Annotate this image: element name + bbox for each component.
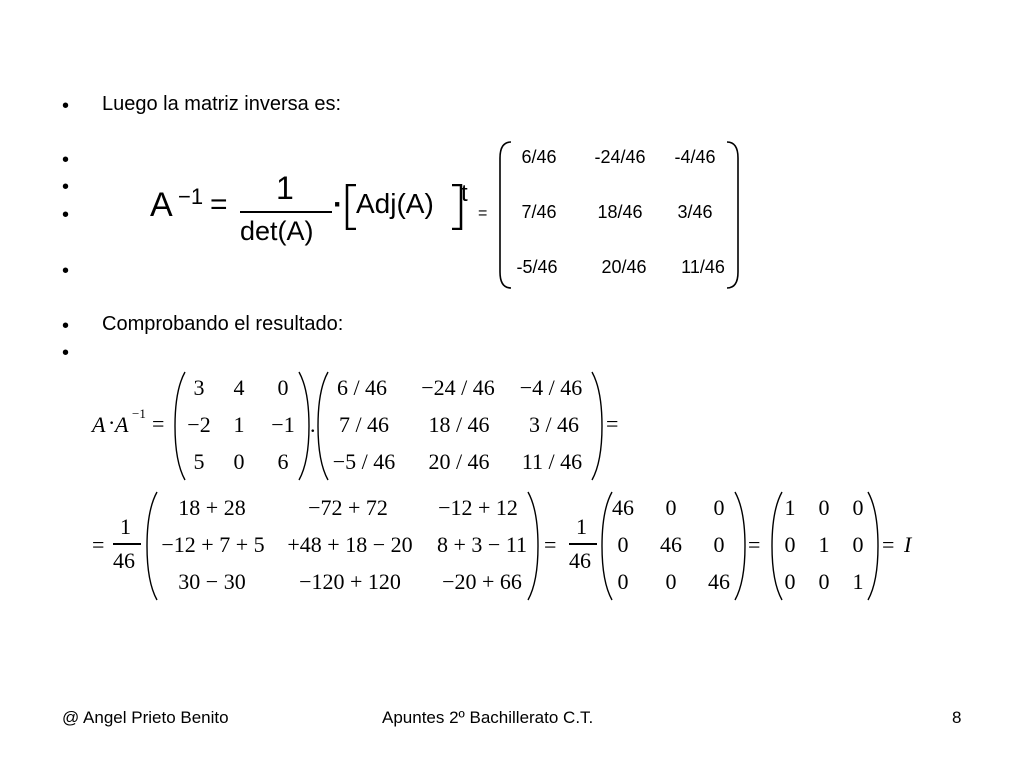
matrix-cell: 0 xyxy=(617,532,629,557)
formula-numerator: 1 xyxy=(276,170,294,206)
bullet: • xyxy=(62,204,70,226)
intro-text: Luego la matriz inversa es: xyxy=(102,93,342,115)
matrix-cell: 18 / 46 xyxy=(428,412,490,437)
matrix-cell: 0 xyxy=(784,569,796,594)
equals-sign: = xyxy=(882,532,895,557)
matrix-cell: 0 xyxy=(713,532,725,557)
matrix-cell: 7 / 46 xyxy=(338,412,390,437)
matrix-cell: −12 + 7 + 5 xyxy=(161,532,265,557)
matrix-cell: 1 xyxy=(233,412,245,437)
product-dot: . xyxy=(310,412,316,437)
fraction-bar xyxy=(113,543,141,545)
fraction-numerator: 1 xyxy=(576,514,587,539)
matrix-cell: 18/46 xyxy=(597,202,643,222)
matrix-cell: 4 xyxy=(233,375,245,400)
matrix-cell: 0 xyxy=(233,449,245,474)
matrix-cell: −5 / 46 xyxy=(332,449,396,474)
formula-exponent: −1 xyxy=(178,184,204,209)
bullet: • xyxy=(62,149,70,171)
matrix-cell: 46 xyxy=(612,495,634,520)
matrix-cell: 3 / 46 xyxy=(528,412,580,437)
formula-equals-2: = xyxy=(478,205,488,222)
matrix-cell: 11 / 46 xyxy=(521,449,583,474)
footer-course: Apuntes 2º Bachillerato C.T. xyxy=(382,708,594,727)
matrix-cell: 6/46 xyxy=(521,147,557,167)
matrix-cell: 6 / 46 xyxy=(336,375,388,400)
matrix-cell: 0 xyxy=(665,495,677,520)
matrix-cell: 46 xyxy=(660,532,682,557)
matrix-cell: 20/46 xyxy=(601,257,647,277)
bullet: • xyxy=(62,342,70,364)
matrix-cell: −72 + 72 xyxy=(308,495,388,520)
matrix-cell: 11/46 xyxy=(681,257,725,277)
bullet: • xyxy=(62,315,70,337)
bullet: • xyxy=(62,95,70,117)
footer-page-number: 8 xyxy=(952,708,962,727)
equals-sign: = xyxy=(544,532,557,557)
matrix-cell: 0 xyxy=(818,495,830,520)
matrix-cell: −1 xyxy=(271,412,295,437)
formula-lhs: A xyxy=(150,186,173,224)
matrix-cell: 0 xyxy=(784,532,796,557)
fraction-denominator: 46 xyxy=(113,548,135,573)
lhs-dot: · xyxy=(108,410,116,435)
check-text: Comprobando el resultado: xyxy=(102,313,344,335)
equals-sign: = xyxy=(606,411,619,436)
matrix-cell: 18 + 28 xyxy=(178,495,246,520)
formula-equals: = xyxy=(210,188,228,221)
fraction-numerator: 1 xyxy=(120,514,131,539)
equals-sign: = xyxy=(748,532,761,557)
matrix-cell: 0 xyxy=(277,375,289,400)
lhs-exponent: −1 xyxy=(132,406,146,421)
matrix-cell: 30 − 30 xyxy=(178,569,246,594)
fraction-denominator: 46 xyxy=(569,548,591,573)
matrix-cell: 3 xyxy=(193,375,205,400)
matrix-cell: 1 xyxy=(852,569,864,594)
formula-dot: · xyxy=(333,188,343,221)
equals-sign: = xyxy=(92,532,105,557)
matrix-cell: 0 xyxy=(617,569,629,594)
footer-author: @ Angel Prieto Benito xyxy=(62,708,229,727)
matrix-cell: 8 + 3 − 11 xyxy=(437,532,527,557)
right-paren xyxy=(733,490,747,602)
matrix-cell: 6 xyxy=(277,449,289,474)
matrix-cell: 0 xyxy=(713,495,725,520)
matrix-cell: 1 xyxy=(818,532,830,557)
fraction-bar xyxy=(240,211,332,213)
lhs-a: A xyxy=(92,412,106,437)
matrix-cell: −2 xyxy=(187,412,211,437)
identity-symbol: I xyxy=(904,532,912,557)
matrix-cell: 0 xyxy=(665,569,677,594)
matrix-cell: 3/46 xyxy=(677,202,713,222)
fraction-bar xyxy=(569,543,597,545)
matrix-cell: +48 + 18 − 20 xyxy=(287,532,413,557)
matrix-cell: 0 xyxy=(818,569,830,594)
bullet: • xyxy=(62,176,70,198)
matrix-cell: 46 xyxy=(708,569,730,594)
matrix-cell: −24 / 46 xyxy=(421,375,495,400)
equals-sign: = xyxy=(152,411,165,436)
matrix-cell: −12 + 12 xyxy=(438,495,518,520)
formula-denominator: det(A) xyxy=(240,216,314,246)
formula-adj: Adj(A) xyxy=(356,188,434,219)
matrix-cell: 20 / 46 xyxy=(428,449,490,474)
matrix-cell: 7/46 xyxy=(521,202,557,222)
matrix-cell: 0 xyxy=(852,495,864,520)
matrix-cell: 5 xyxy=(193,449,205,474)
matrix-cell: −120 + 120 xyxy=(299,569,401,594)
lhs-a-inverse: A xyxy=(115,412,129,437)
bullet: • xyxy=(62,260,70,282)
formula-transpose: t xyxy=(461,180,468,207)
matrix-cell: 1 xyxy=(784,495,796,520)
matrix-cell: −4 / 46 xyxy=(519,375,583,400)
matrix-cell: -4/46 xyxy=(674,147,716,167)
matrix-cell: 0 xyxy=(852,532,864,557)
matrix-cell: -5/46 xyxy=(516,257,558,277)
matrix-cell: -24/46 xyxy=(594,147,646,167)
matrix-cell: −20 + 66 xyxy=(442,569,522,594)
